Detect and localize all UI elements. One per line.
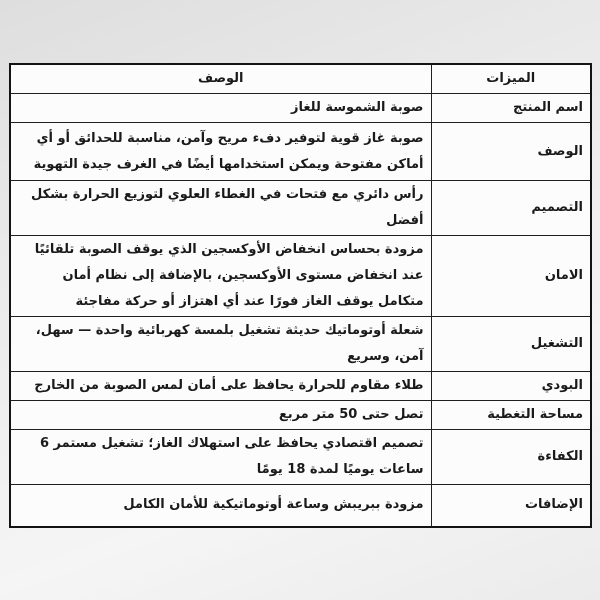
table-row-product-name: [10, 94, 591, 123]
feature-description: مزودة ببريبش وساعة أوتوماتيكية للأمان الكامل: [10, 485, 431, 527]
feature-label: الإضافات: [431, 485, 591, 527]
table-header: [10, 64, 591, 94]
feature-label: الامان: [431, 236, 591, 317]
feature-label: اسم المنتج: [431, 94, 591, 123]
header-row: [10, 64, 591, 94]
column-header-description: الوصف: [10, 64, 431, 94]
feature-description: طلاء مقاوم للحرارة يحافظ على أمان لمس الصوبة من الخارج: [10, 372, 431, 401]
table-row-operation: [10, 317, 591, 372]
feature-description: رأس دائري مع فتحات في الغطاء العلوي لتوزيع الحرارة بشكل أفضل: [10, 181, 431, 236]
table-row-efficiency: [10, 430, 591, 485]
table-row-coverage-area: [10, 401, 591, 430]
feature-label: البودي: [431, 372, 591, 401]
table-row-extras: [10, 485, 591, 527]
feature-description: صوبة الشموسة للغاز: [10, 94, 431, 123]
feature-label: التشغيل: [431, 317, 591, 372]
feature-label: الكفاءة: [431, 430, 591, 485]
feature-label: الوصف: [431, 123, 591, 181]
table-body: [10, 94, 591, 527]
feature-description: تصل حتى 50 متر مربع: [10, 401, 431, 430]
table-row-description: [10, 123, 591, 181]
feature-description: صوبة غاز قوية لتوفير دفء مريح وآمن، مناسبة للحدائق أو أي أماكن مفتوحة ويمكن استخدامها أيضًا في الغرف جيدة التهوية: [10, 123, 431, 181]
feature-description: شعلة أوتوماتيك حديثة تشغيل بلمسة كهربائية واحدة — سهل، آمن، وسريع: [10, 317, 431, 372]
product-specs-table: [9, 63, 592, 528]
feature-label: مساحة التغطية: [431, 401, 591, 430]
column-header-features: الميزات: [431, 64, 591, 94]
feature-description: مزودة بحساس انخفاض الأوكسجين الذي يوقف الصوبة تلقائيًا عند انخفاض مستوى الأوكسجين، بالإضافة إلى نظام أمان متكامل يوقف الغاز فورًا عند أي اهتزاز أو حركة مفاجئة: [10, 236, 431, 317]
table-row-design: [10, 181, 591, 236]
table-row-safety: [10, 236, 591, 317]
feature-label: التصميم: [431, 181, 591, 236]
feature-description: تصميم اقتصادي يحافظ على استهلاك الغاز؛ تشغيل مستمر 6 ساعات يوميًا لمدة 18 يومًا: [10, 430, 431, 485]
product-spec-sheet: [9, 63, 592, 528]
table-row-body: [10, 372, 591, 401]
